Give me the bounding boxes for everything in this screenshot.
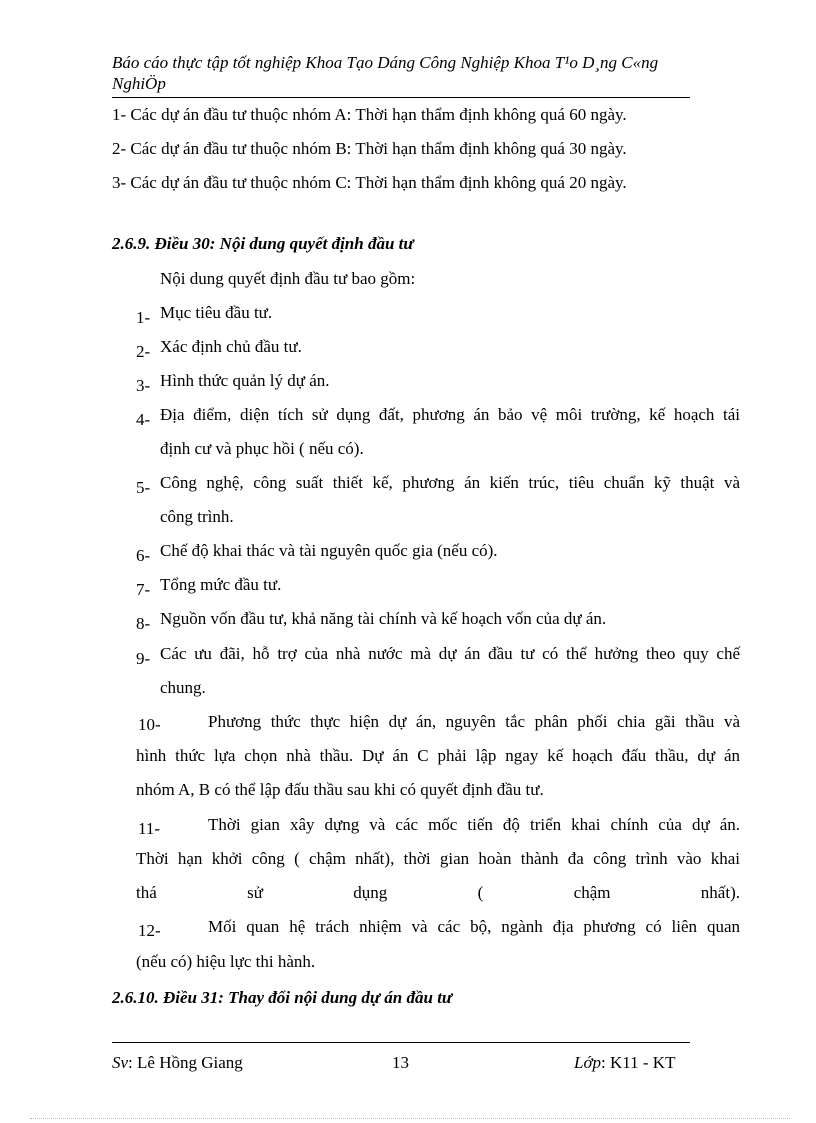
item-text-cont: chung.	[160, 678, 206, 697]
item-number: 4-	[136, 410, 151, 429]
item-text-cont: công trình.	[160, 507, 234, 526]
item-text: Thời gian xây dựng và các mốc tiến độ triển khai chính của dự án.	[208, 815, 740, 834]
item-number: 12-	[138, 921, 161, 940]
section-intro: Nội dung quyết định đầu tư bao gồm:	[160, 269, 416, 288]
item-text: Chế độ khai thác và tài nguyên quốc gia (nếu có).	[160, 541, 498, 560]
footer-class-value: : K11 - KT	[601, 1053, 676, 1072]
item-number: 2-	[136, 342, 151, 361]
item-number: 9-	[136, 649, 151, 668]
item-text-cont: Thời hạn khởi công ( chậm nhất), thời gian hoàn thành đa công trình vào khai	[136, 849, 740, 868]
item-text-cont: định cư và phục hồi ( nếu có).	[160, 439, 364, 458]
footer-class	[574, 1052, 675, 1074]
footer-divider	[112, 1042, 690, 1043]
footer-class-label: Lớp	[574, 1053, 602, 1072]
item-number: 6-	[136, 546, 151, 565]
item-text: Tổng mức đầu tư.	[160, 575, 282, 594]
intro-item-3: 3- Các dự án đầu tư thuộc nhóm C: Thời hạn thẩm định không quá 20 ngày.	[112, 173, 627, 192]
item-number: 1-	[136, 308, 151, 327]
item-text: Phương thức thực hiện dự án, nguyên tắc phân phối chia gãi thầu và	[208, 712, 740, 731]
item-text: Mối quan hệ trách nhiệm và các bộ, ngành địa phương có liên quan	[208, 917, 740, 936]
item-text: Các ưu đãi, hỗ trợ của nhà nước mà dự án đầu tư có thể hưởng theo quy chế	[160, 644, 740, 663]
running-header: Báo cáo thực tập tốt nghiệp Khoa Tạo Dáng Công Nghiệp Khoa T¹o D¸ng C«ng NghiÖp	[112, 53, 659, 93]
item-text-cont: thá sử dụng ( chậm nhất).	[136, 883, 740, 902]
footer-sv-value: : Lê Hồng Giang	[128, 1053, 243, 1072]
page-bottom-edge	[30, 1118, 790, 1119]
item-text: Xác định chủ đầu tư.	[160, 337, 302, 356]
intro-item-1: 1- Các dự án đầu tư thuộc nhóm A: Thời hạn thẩm định không quá 60 ngày.	[112, 105, 627, 124]
section-heading-31: 2.6.10. Điều 31: Thay đổi nội dung dự án đầu tư	[112, 988, 453, 1007]
item-number: 7-	[136, 580, 151, 599]
item-text: Địa điểm, diện tích sử dụng đất, phương án bảo vệ môi trường, kế hoạch tái	[160, 405, 740, 424]
footer-sv-label: Sv	[112, 1053, 129, 1072]
item-text-cont: hình thức lựa chọn nhà thầu. Dự án C phải lập ngay kế hoạch đấu thầu, dự án	[136, 746, 740, 765]
page-number: 13	[392, 1053, 409, 1072]
item-text: Nguồn vốn đầu tư, khả năng tài chính và kế hoạch vốn của dự án.	[160, 609, 607, 628]
item-number: 10-	[138, 715, 161, 734]
item-number: 3-	[136, 376, 151, 395]
intro-item-2: 2- Các dự án đầu tư thuộc nhóm B: Thời hạn thẩm định không quá 30 ngày.	[112, 139, 627, 158]
item-text: Công nghệ, công suất thiết kế, phương án kiến trúc, tiêu chuẩn kỹ thuật và	[160, 473, 740, 492]
footer-student	[112, 1052, 243, 1074]
item-text-cont: (nếu có) hiệu lực thi hành.	[136, 952, 316, 971]
item-number: 5-	[136, 478, 151, 497]
item-number: 11-	[138, 819, 161, 838]
item-number: 8-	[136, 614, 151, 633]
header-divider	[112, 97, 690, 98]
item-text: Hình thức quản lý dự án.	[160, 371, 330, 390]
item-text: Mục tiêu đầu tư.	[160, 303, 273, 322]
item-text-cont: nhóm A, B có thể lập đấu thầu sau khi có quyết định đầu tư.	[136, 780, 544, 799]
section-heading-30: 2.6.9. Điều 30: Nội dung quyết định đầu tư	[112, 234, 414, 253]
